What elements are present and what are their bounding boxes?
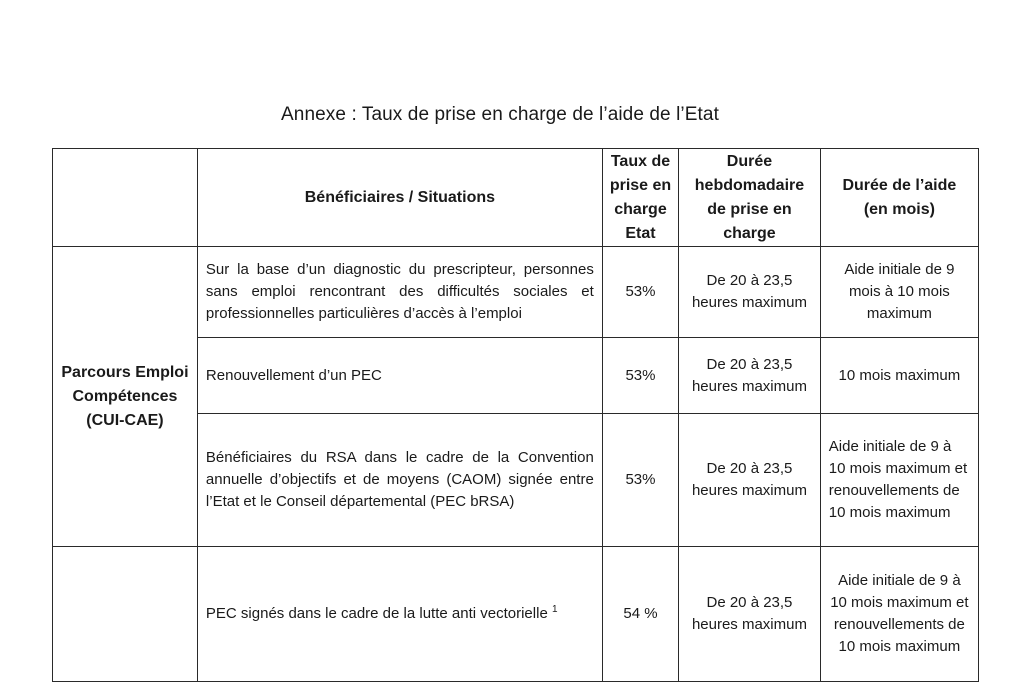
row-taux: 54 % bbox=[602, 547, 678, 682]
row-taux: 53% bbox=[602, 247, 678, 338]
row-duree-hebdo: De 20 à 23,5 heures maximum bbox=[679, 547, 821, 682]
row-duree-hebdo: De 20 à 23,5 heures maximum bbox=[679, 247, 821, 338]
row-situation bbox=[197, 547, 602, 682]
footnote-marker: 1 bbox=[551, 604, 558, 615]
row-taux: 53% bbox=[602, 414, 678, 547]
aid-rate-table bbox=[52, 148, 979, 682]
row-situation: Renouvellement d’un PEC bbox=[197, 338, 602, 414]
row-duree-aide: 10 mois maximum bbox=[820, 338, 978, 414]
row-duree-aide: Aide initiale de 9 à 10 mois maximum et renouvellements de 10 mois maximum bbox=[820, 414, 978, 547]
header-beneficiaires: Bénéficiaires / Situations bbox=[197, 149, 602, 247]
header-duree-hebdo: Durée hebdomadaire de prise en charge bbox=[679, 149, 821, 247]
table-row bbox=[53, 547, 979, 682]
row-situation: Bénéficiaires du RSA dans le cadre de la Convention annuelle d’objectifs et de moyens (CAOM) signée entre l’Etat et le Conseil départemental (PEC bRSA) bbox=[197, 414, 602, 547]
row-situation: Sur la base d’un diagnostic du prescripteur, personnes sans emploi rencontrant des difficultés sociales et professionnelles particulières d’accès à l’emploi bbox=[197, 247, 602, 338]
row-duree-hebdo: De 20 à 23,5 heures maximum bbox=[679, 414, 821, 547]
category-empty-cell bbox=[53, 547, 198, 682]
page-title: Annexe : Taux de prise en charge de l’aide de l’Etat bbox=[281, 104, 719, 125]
row-duree-aide: Aide initiale de 9 à 10 mois maximum et renouvellements de 10 mois maximum bbox=[820, 547, 978, 682]
row-duree-aide: Aide initiale de 9 mois à 10 mois maximum bbox=[820, 247, 978, 338]
header-duree-aide: Durée de l’aide (en mois) bbox=[820, 149, 978, 247]
header-taux: Taux de prise en charge Etat bbox=[602, 149, 678, 247]
header-empty-cell bbox=[53, 149, 198, 247]
table-header-row bbox=[53, 149, 979, 247]
row-duree-hebdo: De 20 à 23,5 heures maximum bbox=[679, 338, 821, 414]
category-pec: Parcours Emploi Compétences (CUI-CAE) bbox=[53, 247, 198, 547]
row-situation-text: PEC signés dans le cadre de la lutte anti vectorielle bbox=[205, 605, 548, 622]
row-taux: 53% bbox=[602, 338, 678, 414]
table-row bbox=[53, 247, 979, 338]
